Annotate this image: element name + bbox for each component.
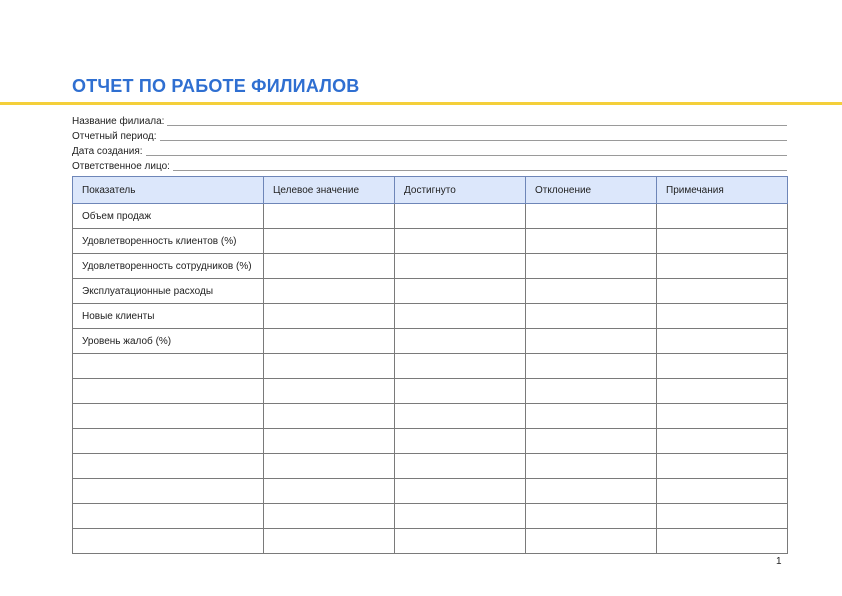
value-cell[interactable] [264, 329, 395, 354]
table-row [73, 279, 788, 304]
title-underline [0, 102, 842, 105]
table-row [73, 204, 788, 229]
field-label: Ответственное лицо: [72, 161, 170, 172]
value-cell[interactable] [264, 254, 395, 279]
table-row [73, 254, 788, 279]
value-cell[interactable] [264, 354, 395, 379]
value-cell[interactable] [395, 279, 526, 304]
value-cell[interactable] [395, 529, 526, 554]
value-cell[interactable] [526, 454, 657, 479]
fill-in-line[interactable] [173, 160, 787, 171]
indicator-cell[interactable] [73, 529, 264, 554]
table-row [73, 479, 788, 504]
indicator-cell[interactable] [73, 454, 264, 479]
indicator-cell[interactable]: Новые клиенты [73, 304, 264, 329]
page-number: 1 [776, 556, 782, 567]
value-cell[interactable] [264, 529, 395, 554]
column-header: Достигнуто [395, 177, 526, 204]
branch-name-field [72, 113, 787, 128]
responsible-person-field [72, 158, 787, 173]
creation-date-field [72, 143, 787, 158]
value-cell[interactable] [657, 529, 788, 554]
value-cell[interactable] [395, 304, 526, 329]
value-cell[interactable] [395, 229, 526, 254]
column-header: Показатель [73, 177, 264, 204]
value-cell[interactable] [395, 454, 526, 479]
value-cell[interactable] [264, 379, 395, 404]
table-row [73, 304, 788, 329]
table-header-row [73, 177, 788, 204]
value-cell[interactable] [526, 479, 657, 504]
value-cell[interactable] [264, 429, 395, 454]
value-cell[interactable] [264, 204, 395, 229]
table-row [73, 529, 788, 554]
column-header: Отклонение [526, 177, 657, 204]
page-title: ОТЧЕТ ПО РАБОТЕ ФИЛИАЛОВ [72, 76, 360, 96]
value-cell[interactable] [526, 529, 657, 554]
value-cell[interactable] [395, 329, 526, 354]
indicator-cell[interactable] [73, 379, 264, 404]
indicator-cell[interactable]: Объем продаж [73, 204, 264, 229]
value-cell[interactable] [395, 504, 526, 529]
value-cell[interactable] [657, 254, 788, 279]
table-row [73, 379, 788, 404]
indicator-cell[interactable]: Уровень жалоб (%) [73, 329, 264, 354]
value-cell[interactable] [264, 279, 395, 304]
field-label: Отчетный период: [72, 131, 157, 142]
value-cell[interactable] [657, 204, 788, 229]
indicator-cell[interactable] [73, 404, 264, 429]
field-label: Дата создания: [72, 146, 143, 157]
value-cell[interactable] [657, 279, 788, 304]
value-cell[interactable] [526, 329, 657, 354]
value-cell[interactable] [395, 254, 526, 279]
value-cell[interactable] [657, 354, 788, 379]
table-row [73, 504, 788, 529]
value-cell[interactable] [657, 229, 788, 254]
report-info-fields [72, 113, 787, 173]
value-cell[interactable] [395, 379, 526, 404]
value-cell[interactable] [264, 479, 395, 504]
column-header: Целевое значение [264, 177, 395, 204]
value-cell[interactable] [264, 229, 395, 254]
value-cell[interactable] [526, 254, 657, 279]
fill-in-line[interactable] [160, 130, 787, 141]
value-cell[interactable] [657, 304, 788, 329]
value-cell[interactable] [395, 479, 526, 504]
value-cell[interactable] [526, 504, 657, 529]
indicator-cell[interactable] [73, 354, 264, 379]
indicator-cell[interactable]: Эксплуатационные расходы [73, 279, 264, 304]
value-cell[interactable] [657, 479, 788, 504]
indicator-cell[interactable]: Удовлетворенность клиентов (%) [73, 229, 264, 254]
table-row [73, 329, 788, 354]
table-row [73, 354, 788, 379]
indicator-cell[interactable] [73, 429, 264, 454]
branch-report-table [72, 176, 788, 554]
value-cell[interactable] [526, 279, 657, 304]
value-cell[interactable] [526, 379, 657, 404]
table-row [73, 229, 788, 254]
indicator-cell[interactable] [73, 504, 264, 529]
fill-in-line[interactable] [146, 145, 787, 156]
value-cell[interactable] [395, 354, 526, 379]
value-cell[interactable] [264, 454, 395, 479]
table-row [73, 404, 788, 429]
value-cell[interactable] [657, 404, 788, 429]
fill-in-line[interactable] [167, 115, 787, 126]
value-cell[interactable] [526, 404, 657, 429]
value-cell[interactable] [526, 229, 657, 254]
table-row [73, 454, 788, 479]
value-cell[interactable] [657, 454, 788, 479]
value-cell[interactable] [395, 204, 526, 229]
value-cell[interactable] [264, 304, 395, 329]
column-header: Примечания [657, 177, 788, 204]
table-row [73, 429, 788, 454]
indicator-cell[interactable]: Удовлетворенность сотрудников (%) [73, 254, 264, 279]
value-cell[interactable] [526, 429, 657, 454]
value-cell[interactable] [657, 429, 788, 454]
value-cell[interactable] [395, 429, 526, 454]
value-cell[interactable] [526, 304, 657, 329]
value-cell[interactable] [395, 404, 526, 429]
value-cell[interactable] [657, 329, 788, 354]
value-cell[interactable] [657, 504, 788, 529]
value-cell[interactable] [264, 504, 395, 529]
reporting-period-field [72, 128, 787, 143]
field-label: Название филиала: [72, 116, 165, 127]
value-cell[interactable] [264, 404, 395, 429]
value-cell[interactable] [526, 354, 657, 379]
indicator-cell[interactable] [73, 479, 264, 504]
value-cell[interactable] [526, 204, 657, 229]
value-cell[interactable] [657, 379, 788, 404]
